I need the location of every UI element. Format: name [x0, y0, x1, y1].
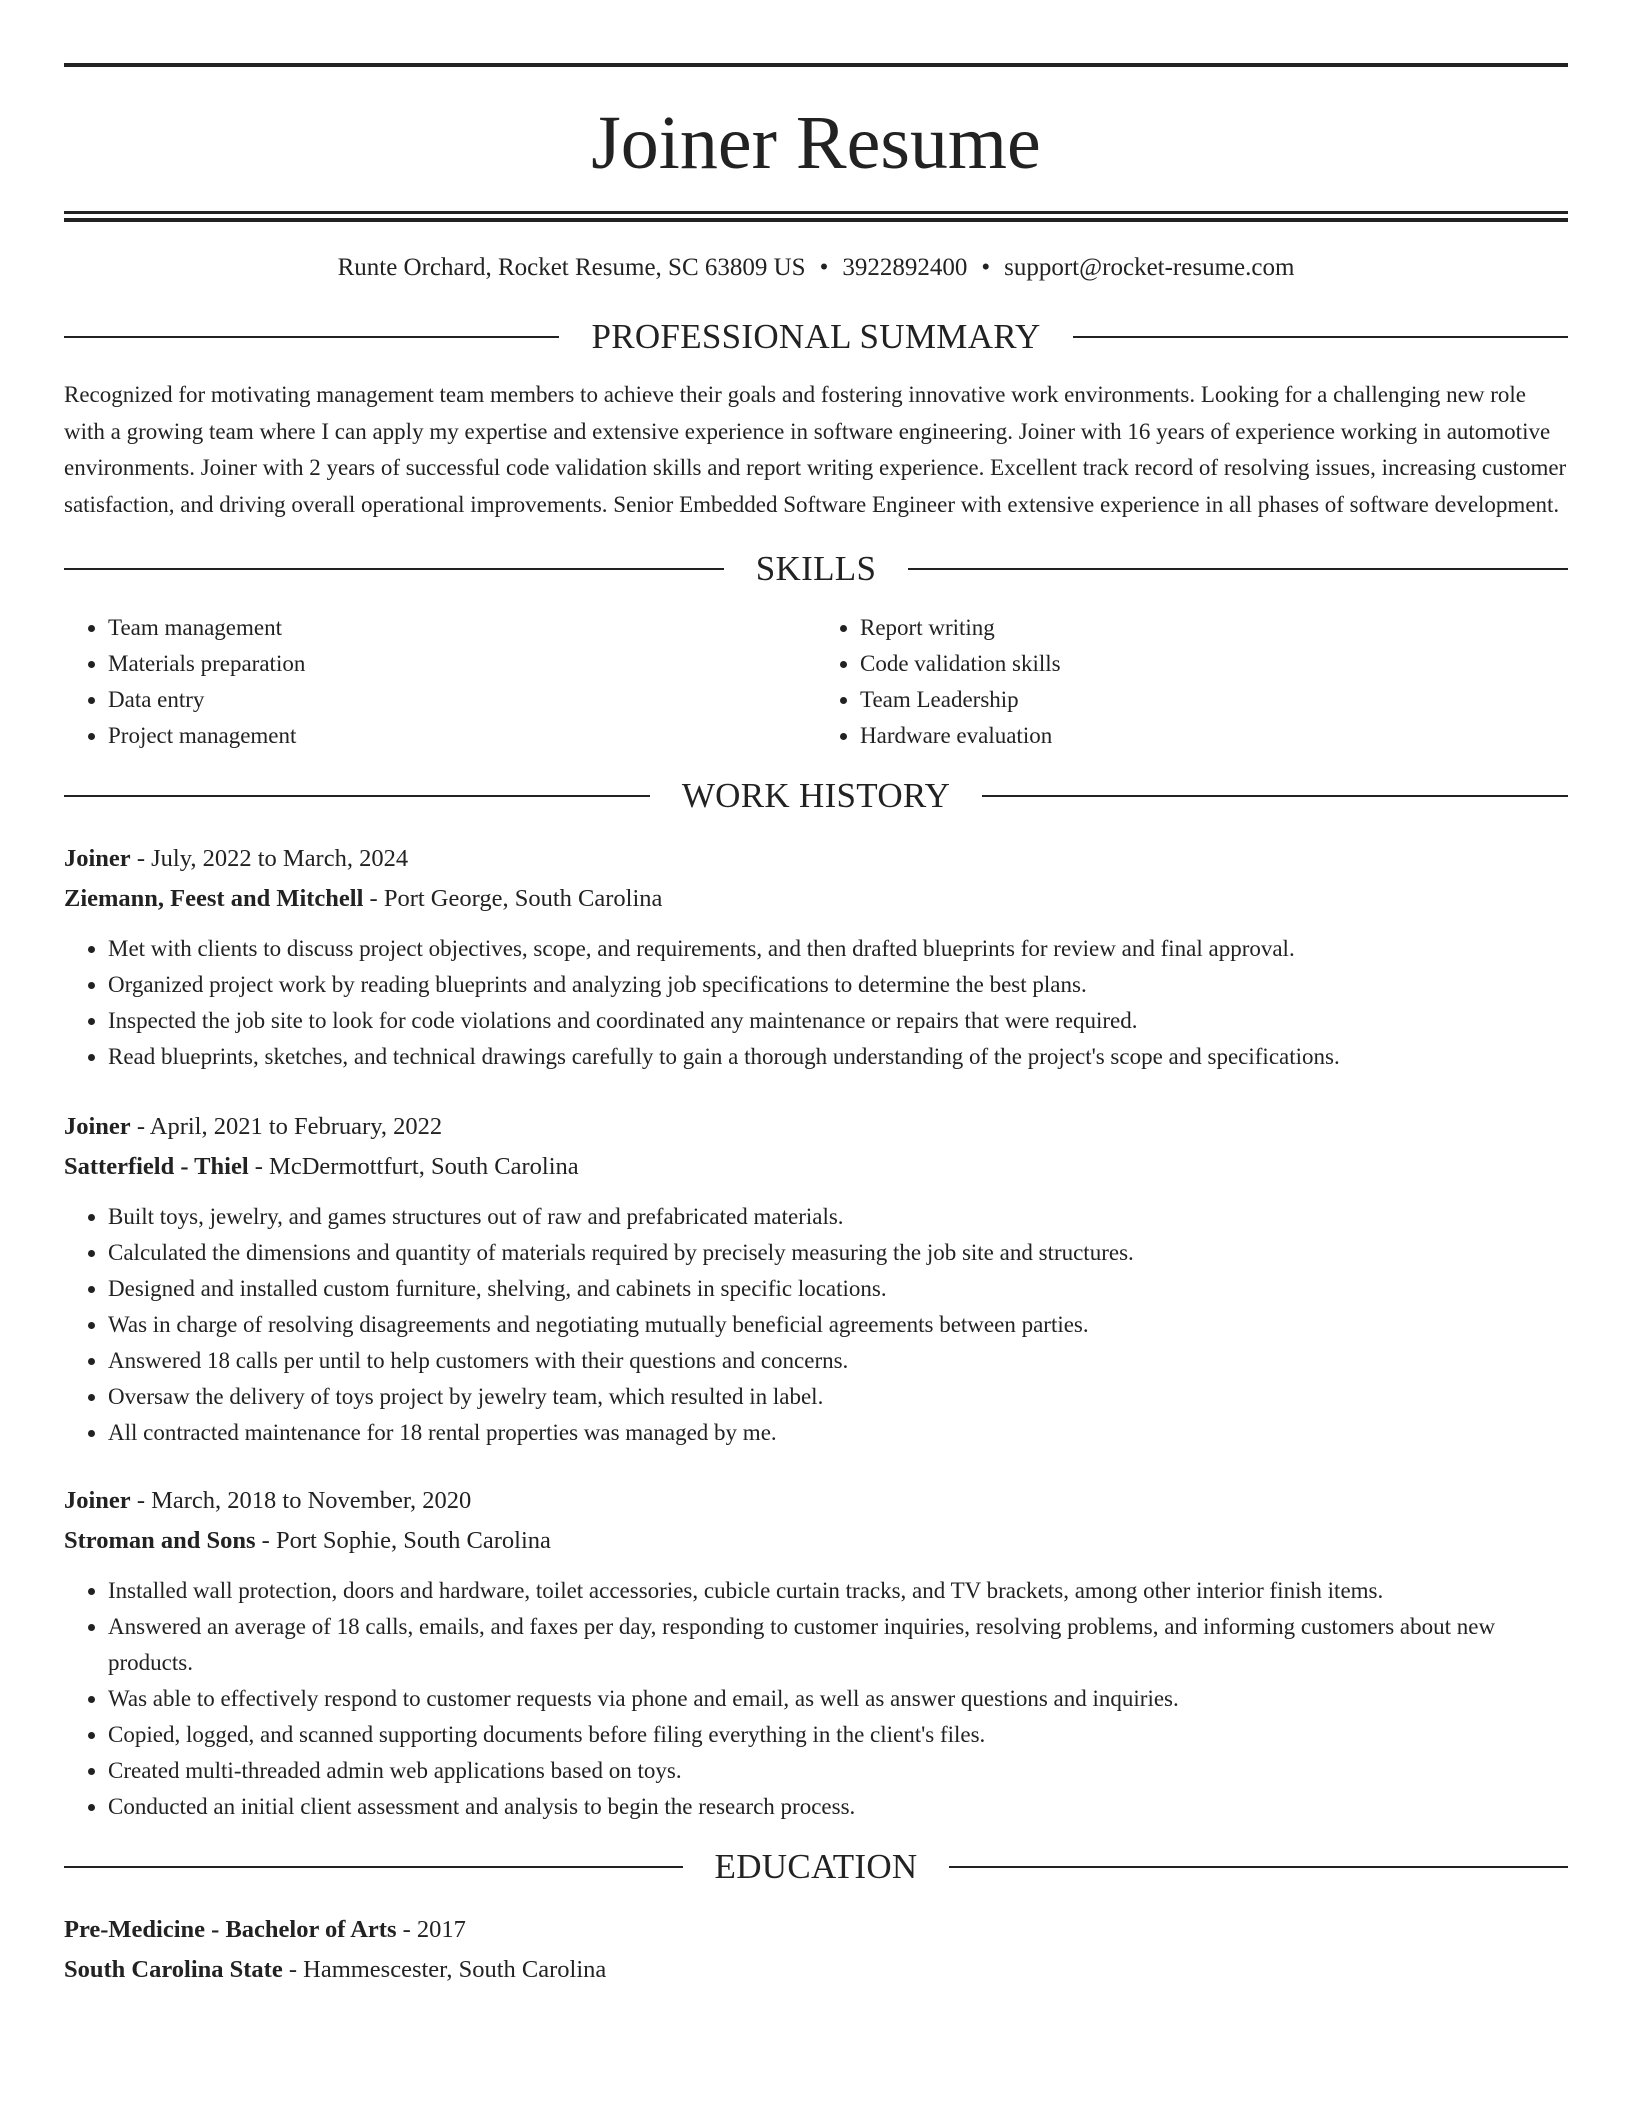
job-employer: Ziemann, Feest and Mitchell [64, 885, 364, 912]
resume-page [64, 0, 1568, 1990]
contact-address: Runte Orchard, Rocket Resume, SC 63809 US [337, 254, 806, 281]
heading-rule-left [64, 568, 724, 570]
contact-line [64, 253, 1568, 283]
job-employer: Stroman and Sons [64, 1527, 256, 1554]
job-bullet: • Designed and installed custom furniture, shelving, and cabinets in specific locations. [108, 1271, 1568, 1307]
degree: Pre-Medicine - Bachelor of Arts [64, 1916, 397, 1943]
contact-separator: • [981, 254, 991, 281]
skills-column-right [816, 610, 1568, 754]
job-title-line [64, 1107, 1568, 1147]
job-bullets [64, 931, 1568, 1075]
skills-heading-text: SKILLS [755, 549, 877, 588]
job-bullet: • Was able to effectively respond to customer requests via phone and email, as well as answer questions and inquiries. [108, 1681, 1568, 1717]
job-bullet: • Copied, logged, and scanned supporting documents before filing everything in the client's files. [108, 1717, 1568, 1753]
summary-text: Recognized for motivating management team members to achieve their goals and fostering innovative work environments. Looking for a challenging new role with a growing team where I can apply my expertise and extensive experience in software engineering. Joiner with 16 years of experience working in automotive environments. Joiner with 2 years of successful code validation skills and report writing experience. Excellent track record of resolving issues, increasing customer satisfaction, and driving overall operational improvements. Senior Embedded Software Engineer with extensive experience in all phases of software development. [64, 382, 1567, 517]
job-location: - McDermottfurt, South Carolina [248, 1153, 579, 1180]
title-double-rule [64, 211, 1568, 222]
job-bullet: • Was in charge of resolving disagreements and negotiating mutually beneficial agreements between parties. [108, 1307, 1568, 1343]
job-dates: - July, 2022 to March, 2024 [130, 845, 409, 872]
job-bullet: • Answered an average of 18 calls, emails, and faxes per day, responding to customer inquiries, resolving problems, and informing customers about new products. [108, 1609, 1568, 1681]
job-entry [64, 1481, 1568, 1825]
job-title-line [64, 839, 1568, 879]
heading-rule-left [64, 336, 559, 338]
job-bullet: • Inspected the job site to look for code violations and coordinated any maintenance or repairs that were required. [108, 1003, 1568, 1039]
job-dates: - March, 2018 to November, 2020 [130, 1487, 472, 1514]
skill-item: • Project management [108, 718, 816, 754]
job-title: Joiner [64, 1113, 131, 1140]
degree-year: - 2017 [396, 1916, 466, 1943]
skills-heading [64, 549, 1568, 589]
job-bullets [64, 1199, 1568, 1451]
job-entry [64, 1107, 1568, 1451]
skill-item: • Data entry [108, 682, 816, 718]
education-heading [64, 1847, 1568, 1887]
job-employer-line [64, 1521, 1568, 1561]
summary-heading [64, 317, 1568, 357]
job-location: - Port George, South Carolina [363, 885, 663, 912]
job-bullet: • Read blueprints, sketches, and technical drawings carefully to gain a thorough understanding of the project's scope and specifications. [108, 1039, 1568, 1075]
education-entry [64, 1910, 1568, 1990]
skills-list [64, 610, 1568, 754]
job-bullet: • Created multi-threaded admin web applications based on toys. [108, 1753, 1568, 1789]
job-bullet: • Installed wall protection, doors and hardware, toilet accessories, cubicle curtain tracks, and TV brackets, among other interior finish items. [108, 1573, 1568, 1609]
education-heading-text: EDUCATION [714, 1847, 918, 1886]
job-bullet: • Organized project work by reading blueprints and analyzing job specifications to determine the best plans. [108, 967, 1568, 1003]
degree-line [64, 1910, 1568, 1950]
job-bullet: • Conducted an initial client assessment and analysis to begin the research process. [108, 1789, 1568, 1825]
job-bullets [64, 1573, 1568, 1825]
school-line [64, 1950, 1568, 1990]
job-bullet: • Built toys, jewelry, and games structures out of raw and prefabricated materials. [108, 1199, 1568, 1235]
school-location: - Hammescester, South Carolina [282, 1956, 607, 1983]
contact-email: support@rocket-resume.com [1004, 254, 1295, 281]
job-bullet: • Calculated the dimensions and quantity of materials required by precisely measuring the job site and structures. [108, 1235, 1568, 1271]
job-employer-line [64, 879, 1568, 919]
top-rule [64, 63, 1568, 67]
skill-item: • Code validation skills [860, 646, 1568, 682]
heading-rule-right [1073, 336, 1568, 338]
work-heading [64, 776, 1568, 816]
job-dates: - April, 2021 to February, 2022 [130, 1113, 443, 1140]
job-employer-line [64, 1147, 1568, 1187]
job-title-line [64, 1481, 1568, 1521]
job-location: - Port Sophie, South Carolina [255, 1527, 551, 1554]
summary-heading-text: PROFESSIONAL SUMMARY [591, 317, 1041, 356]
skill-item: • Team management [108, 610, 816, 646]
skills-column-left [64, 610, 816, 754]
job-bullet: • Answered 18 calls per until to help customers with their questions and concerns. [108, 1343, 1568, 1379]
contact-separator: • [819, 254, 829, 281]
job-entry [64, 839, 1568, 1075]
job-title: Joiner [64, 845, 131, 872]
job-title: Joiner [64, 1487, 131, 1514]
skill-item: • Team Leadership [860, 682, 1568, 718]
skill-item: • Report writing [860, 610, 1568, 646]
contact-phone: 3922892400 [842, 254, 968, 281]
resume-title: Joiner Resume [591, 101, 1041, 185]
heading-rule-right [949, 1866, 1568, 1868]
heading-rule-right [908, 568, 1568, 570]
work-heading-text: WORK HISTORY [681, 776, 951, 815]
job-bullet: • Met with clients to discuss project objectives, scope, and requirements, and then drafted blueprints for review and final approval. [108, 931, 1568, 967]
skill-item: • Hardware evaluation [860, 718, 1568, 754]
job-bullet: • All contracted maintenance for 18 rental properties was managed by me. [108, 1415, 1568, 1451]
heading-rule-right [982, 795, 1568, 797]
job-employer: Satterfield - Thiel [64, 1153, 249, 1180]
heading-rule-left [64, 795, 650, 797]
heading-rule-left [64, 1866, 683, 1868]
school: South Carolina State [64, 1956, 283, 1983]
skill-item: • Materials preparation [108, 646, 816, 682]
job-bullet: • Oversaw the delivery of toys project by jewelry team, which resulted in label. [108, 1379, 1568, 1415]
